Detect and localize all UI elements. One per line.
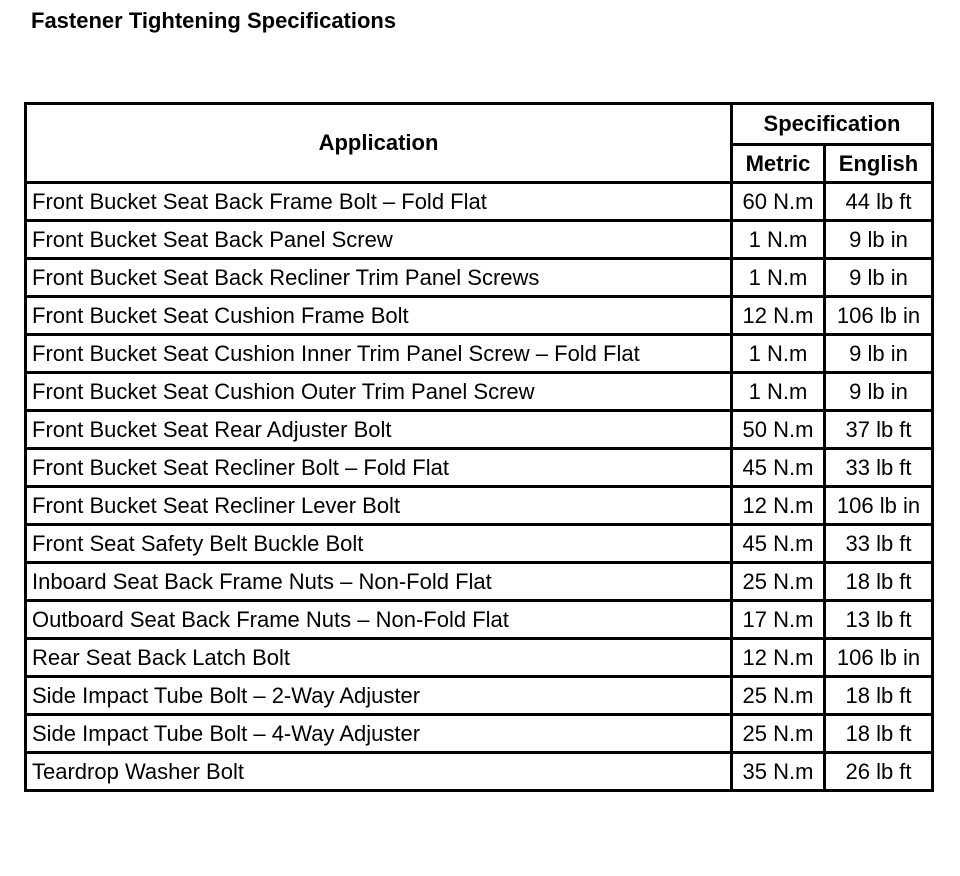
table-row: [26, 639, 933, 677]
metric-cell: 25 N.m: [732, 677, 825, 715]
english-cell: 9 lb in: [825, 259, 933, 297]
metric-cell: 50 N.m: [732, 411, 825, 449]
specification-header: Specification: [732, 104, 933, 145]
application-cell: Teardrop Washer Bolt: [26, 753, 732, 791]
metric-cell: 35 N.m: [732, 753, 825, 791]
english-cell: 33 lb ft: [825, 449, 933, 487]
metric-cell: 12 N.m: [732, 297, 825, 335]
english-cell: 9 lb in: [825, 373, 933, 411]
table-row: [26, 715, 933, 753]
table-row: [26, 525, 933, 563]
metric-header: Metric: [732, 145, 825, 183]
application-cell: Front Bucket Seat Rear Adjuster Bolt: [26, 411, 732, 449]
metric-cell: 25 N.m: [732, 563, 825, 601]
metric-cell: 17 N.m: [732, 601, 825, 639]
english-cell: 44 lb ft: [825, 183, 933, 221]
application-cell: Front Bucket Seat Recliner Bolt – Fold Flat: [26, 449, 732, 487]
application-cell: Side Impact Tube Bolt – 2-Way Adjuster: [26, 677, 732, 715]
english-cell: 9 lb in: [825, 335, 933, 373]
english-header: English: [825, 145, 933, 183]
table-row: [26, 183, 933, 221]
application-cell: Front Bucket Seat Cushion Frame Bolt: [26, 297, 732, 335]
metric-cell: 60 N.m: [732, 183, 825, 221]
english-cell: 9 lb in: [825, 221, 933, 259]
table-row: [26, 563, 933, 601]
english-cell: 18 lb ft: [825, 677, 933, 715]
table-row: [26, 411, 933, 449]
application-cell: Rear Seat Back Latch Bolt: [26, 639, 732, 677]
english-cell: 26 lb ft: [825, 753, 933, 791]
metric-cell: 45 N.m: [732, 449, 825, 487]
metric-cell: 12 N.m: [732, 487, 825, 525]
metric-cell: 1 N.m: [732, 335, 825, 373]
table-body: [26, 183, 933, 791]
table-row: [26, 753, 933, 791]
table-row: [26, 335, 933, 373]
header-row-top: [26, 104, 933, 145]
application-cell: Inboard Seat Back Frame Nuts – Non-Fold Flat: [26, 563, 732, 601]
table-row: [26, 297, 933, 335]
table-row: [26, 677, 933, 715]
application-cell: Front Bucket Seat Recliner Lever Bolt: [26, 487, 732, 525]
application-cell: Front Bucket Seat Back Recliner Trim Panel Screws: [26, 259, 732, 297]
english-cell: 106 lb in: [825, 639, 933, 677]
metric-cell: 45 N.m: [732, 525, 825, 563]
metric-cell: 1 N.m: [732, 221, 825, 259]
english-cell: 33 lb ft: [825, 525, 933, 563]
application-header: Application: [26, 104, 732, 183]
page-title: Fastener Tightening Specifications: [31, 8, 397, 33]
application-cell: Front Bucket Seat Back Panel Screw: [26, 221, 732, 259]
english-cell: 18 lb ft: [825, 715, 933, 753]
application-cell: Front Bucket Seat Cushion Outer Trim Panel Screw: [26, 373, 732, 411]
metric-cell: 1 N.m: [732, 373, 825, 411]
application-cell: Outboard Seat Back Frame Nuts – Non-Fold Flat: [26, 601, 732, 639]
application-cell: Front Seat Safety Belt Buckle Bolt: [26, 525, 732, 563]
english-cell: 37 lb ft: [825, 411, 933, 449]
table-row: [26, 259, 933, 297]
table-row: [26, 221, 933, 259]
application-cell: Front Bucket Seat Back Frame Bolt – Fold Flat: [26, 183, 732, 221]
table-row: [26, 449, 933, 487]
english-cell: 106 lb in: [825, 487, 933, 525]
english-cell: 106 lb in: [825, 297, 933, 335]
table-row: [26, 601, 933, 639]
table-row: [26, 373, 933, 411]
metric-cell: 1 N.m: [732, 259, 825, 297]
table-header: [26, 104, 933, 183]
application-cell: Front Bucket Seat Cushion Inner Trim Panel Screw – Fold Flat: [26, 335, 732, 373]
fastener-spec-table: [24, 102, 934, 792]
application-cell: Side Impact Tube Bolt – 4-Way Adjuster: [26, 715, 732, 753]
english-cell: 13 lb ft: [825, 601, 933, 639]
metric-cell: 12 N.m: [732, 639, 825, 677]
metric-cell: 25 N.m: [732, 715, 825, 753]
english-cell: 18 lb ft: [825, 563, 933, 601]
table-row: [26, 487, 933, 525]
